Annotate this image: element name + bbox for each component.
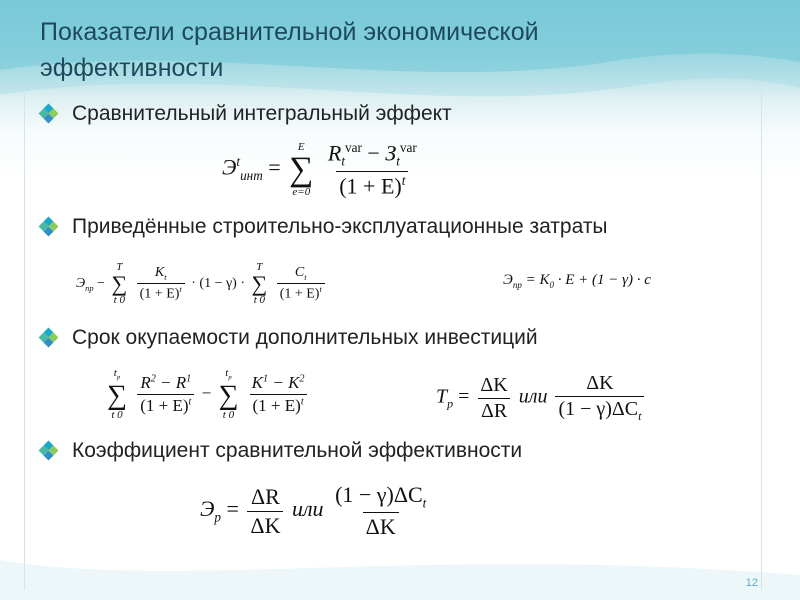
bullet-efficiency-coefficient (40, 439, 522, 463)
diamond-bullet-icon (40, 329, 58, 347)
diamond-bullet-icon (40, 442, 58, 460)
formula-reduced-costs-simple: $Э_{пр} = K_0 \cdot E + (1 - \gamma) \cdot c$ (503, 272, 651, 290)
bullet-text: Коэффициент сравнительной эффективности (72, 439, 523, 462)
bullet-integral-effect (40, 102, 452, 126)
bullet-text: Сравнительный интегральный эффект (72, 102, 452, 125)
diamond-bullet-icon (40, 218, 58, 236)
slide-title (40, 14, 680, 86)
formula-payback-period: $T_p$ = $\frac{\Delta K}{\Delta R}$ или $\frac{\Delta K}{(1 - \gamma)\Delta C_t}$ (436, 372, 647, 424)
formula-integral-effect: $Э^t_{инт}$ = E ∑ e=0 $\frac{R_t^{var} - З_t^{var}}{(1 + E)^t}$ (222, 140, 417, 199)
bullet-payback-period (40, 326, 538, 350)
formula-efficiency-coefficient: $Э_р$ = $\frac{\Delta R}{\Delta K}$ или $\frac{(1 - \gamma)\Delta C_t}{\Delta K}$ (200, 482, 427, 540)
title-line-1: Показатели сравнительной экономической (40, 18, 539, 46)
diamond-bullet-icon (40, 105, 58, 123)
title-line-2: эффективности (40, 54, 224, 82)
bullet-reduced-costs (40, 215, 608, 239)
formula-reduced-costs-sum: $Э_{пр}$ − T ∑ t 0 $\frac{K_t}{(1 + E)^t}$ · (1 − γ) · T ∑ t 0 $\frac{C_t}{(1 + E)^t}$ (76, 262, 328, 306)
bullet-text: Приведённые строительно-эксплуатационные затраты (72, 215, 608, 238)
bullet-text: Срок окупаемости дополнительных инвестиций (72, 326, 538, 349)
formula-payback-sum: $t_p$ ∑ t 0 $\frac{R^2 - R^1}{(1 + E)^t}$ − $t_p$ ∑ t 0 $\frac{K^1 - K^2}{(1 + E)^t}$ (104, 368, 311, 421)
page-number: 12 (745, 577, 758, 589)
